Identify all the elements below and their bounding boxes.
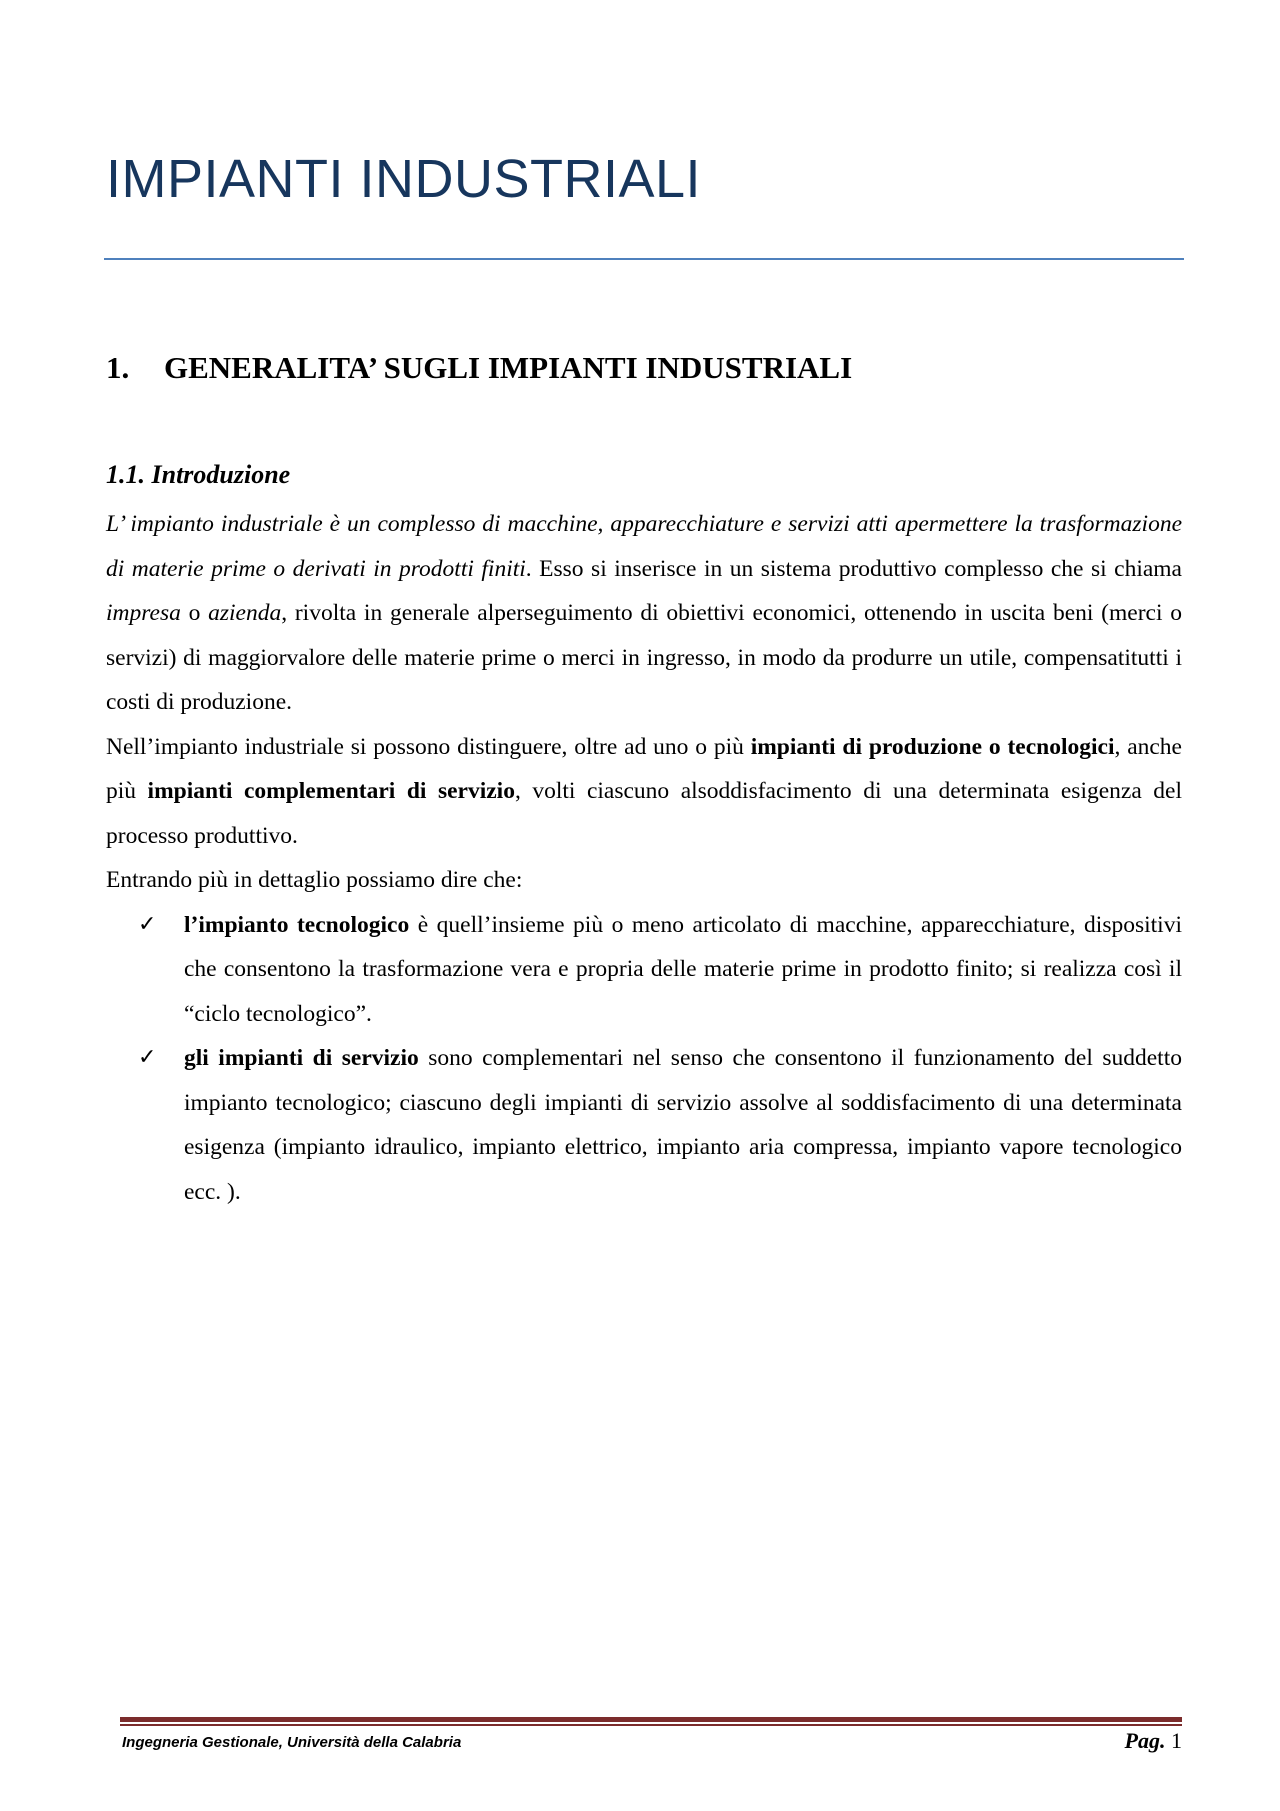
section-number: 1. <box>106 350 130 385</box>
page-number <box>1125 1728 1182 1754</box>
body-text <box>106 502 1182 1214</box>
list-item-text: sono complementari nel senso che consentono il funzionamento del suddetto impianto tecnologico; ciascuno degli impianti di servizio assolve al soddisfacimento di una determinata esigenza (impianto idraulico, impianto elettrico, impianto aria compressa, impianto vapore tecnologico ecc. ). <box>184 1045 1182 1205</box>
checkmark-icon: ✓ <box>138 1045 157 1070</box>
list-item-term: gli impianti di servizio <box>184 1045 419 1071</box>
text-run: , anche più <box>106 733 1182 804</box>
text-run: o <box>180 600 209 626</box>
paragraph-detail: Entrando più in dettaglio possiamo dire che: <box>106 867 523 893</box>
page-label: Pag. <box>1124 1728 1166 1753</box>
term-azienda: azienda <box>208 600 282 626</box>
list-item-text: è quell’insieme più o meno articolato di macchine, apparecchiature, dispositivi che consentono la trasformazione vera e propria delle materie prime in prodotto finito; si realizza così il “ciclo tecnologico”. <box>184 911 1182 1027</box>
term-service: impianti complementari di servizio <box>147 778 515 804</box>
list-item <box>106 903 1182 1037</box>
term-production: impianti di produzione o tecnologici <box>750 733 1115 760</box>
term-impresa: impresa <box>106 600 181 626</box>
paragraph-intro <box>106 502 1182 725</box>
subsection-heading: 1.1. Introduzione <box>106 460 291 489</box>
page-title: IMPIANTI INDUSTRIALI <box>106 149 702 209</box>
footer-divider-thick <box>120 1717 1182 1722</box>
text-run: . Esso si inserisce in un sistema produttivo complesso che si chiama <box>525 555 1182 582</box>
footer-divider-thin <box>120 1724 1182 1726</box>
text-run: Nell’impianto industriale si possono distinguere, oltre ad uno o più <box>106 733 751 760</box>
bullet-list <box>106 903 1182 1215</box>
list-item <box>106 1036 1182 1214</box>
paragraph-distinction <box>106 725 1182 859</box>
section-heading <box>106 350 852 386</box>
page-number-value: 1 <box>1171 1728 1182 1753</box>
definition-italic: L’ impianto industriale è un complesso di macchine, apparecchiature e servizi atti apermettere la trasformazione di materie prime o derivati in prodotti finiti <box>106 511 1182 582</box>
title-divider <box>104 258 1184 260</box>
footer-institution: Ingegneria Gestionale, Università della Calabria <box>122 1734 462 1751</box>
text-run: , volti ciascuno alsoddisfacimento di una determinata esigenza del processo produttivo. <box>106 778 1182 849</box>
section-title: GENERALITA’ SUGLI IMPIANTI INDUSTRIALI <box>164 350 853 385</box>
text-run: , rivolta in generale alperseguimento di obiettivi economici, ottenendo in uscita beni (merci o servizi) di maggiorvalore delle materie prime o merci in ingresso, in modo da produrre un utile, compensatitutti i costi di produzione. <box>106 600 1182 715</box>
list-item-term: l’impianto tecnologico <box>184 911 410 938</box>
checkmark-icon: ✓ <box>138 911 157 937</box>
